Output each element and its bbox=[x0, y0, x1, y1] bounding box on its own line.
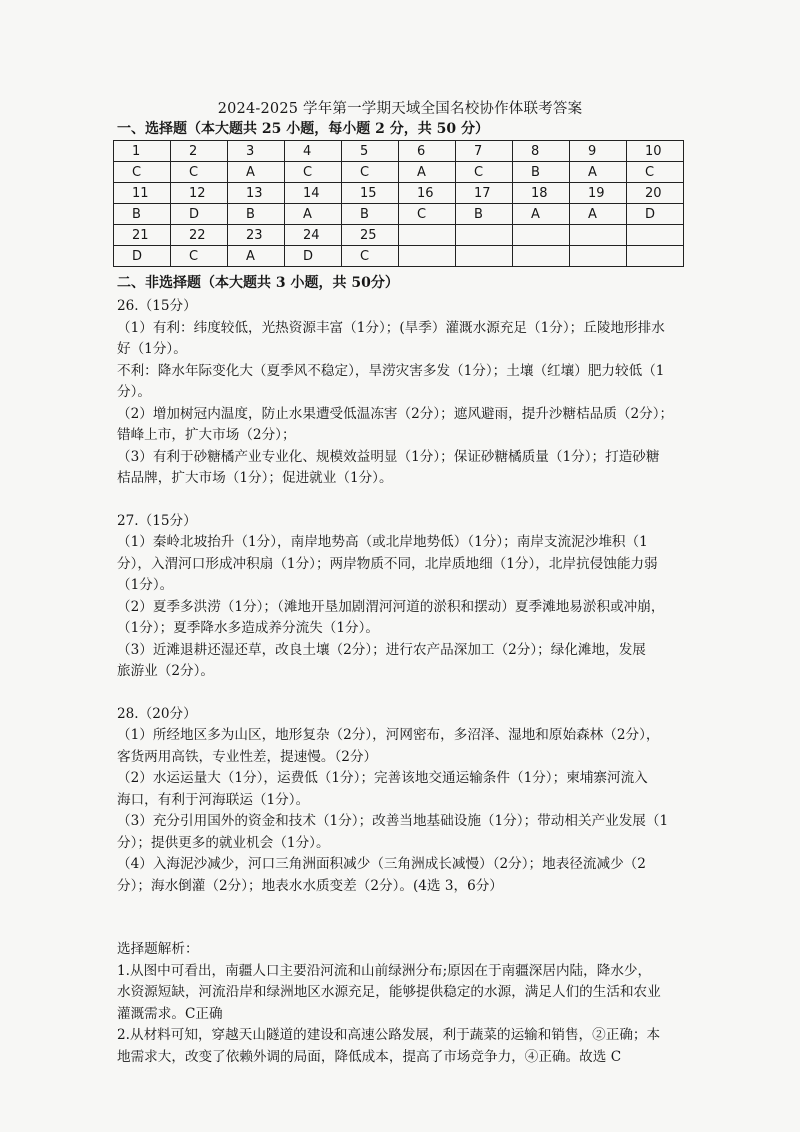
answer-table bbox=[113, 140, 684, 267]
answer-cell bbox=[570, 246, 627, 267]
answer-cell: D bbox=[627, 204, 684, 225]
answer-cell: B bbox=[228, 204, 285, 225]
q26-line: 桔品牌，扩大市场（1分）；促进就业（1分）。 bbox=[117, 470, 393, 486]
answer-cell: C bbox=[171, 162, 228, 183]
answer-cell: D bbox=[171, 204, 228, 225]
answer-row bbox=[114, 162, 684, 183]
q26-line: （3）有利于砂糖橘产业专业化、规模效益明显（1分）；保证砂糖橘质量（1分）；打造砂糖 bbox=[117, 448, 660, 465]
answer-cell: A bbox=[228, 246, 285, 267]
question-number-cell: 14 bbox=[285, 183, 342, 204]
answer-cell: A bbox=[513, 204, 570, 225]
question-number-cell: 7 bbox=[456, 141, 513, 162]
answer-row bbox=[114, 204, 684, 225]
q28-line: 客货两用高铁，专业性差，提速慢。（2分） bbox=[117, 748, 378, 765]
question-number-row bbox=[114, 141, 684, 162]
question-number-cell: 11 bbox=[114, 183, 171, 204]
q26-line: （1）有利：纬度较低，光热资源丰富（1分）；(旱季）灌溉水源充足（1分）；丘陵地形排水 bbox=[117, 319, 665, 336]
question-number-row bbox=[114, 183, 684, 204]
q26-line: 错峰上市，扩大市场（2分）； bbox=[117, 427, 296, 443]
answer-cell: A bbox=[570, 162, 627, 183]
q28-line: （2）水运运量大（1分），运费低（1分）；完善该地交通运输条件（1分）；柬埔寨河流入 bbox=[117, 770, 648, 786]
question-number-cell: 5 bbox=[342, 141, 399, 162]
q27-line: 旅游业（2分）。 bbox=[117, 663, 215, 679]
question-number-cell: 2 bbox=[171, 141, 228, 162]
q28-heading: 28.（20分） bbox=[117, 705, 197, 722]
q28-line: （4）入海泥沙减少，河口三角洲面积减少（三角洲成长减慢）（2分）；地表径流减少（2 bbox=[117, 856, 646, 872]
analysis-line: 1.从图中可看出，南疆人口主要沿河流和山前绿洲分布;原因在于南疆深居内陆，降水少， bbox=[117, 962, 652, 979]
question-number-cell: 25 bbox=[342, 225, 399, 246]
q28-line: 分）；提供更多的就业机会（1分）。 bbox=[117, 834, 330, 851]
answer-cell bbox=[456, 246, 513, 267]
q27-line: （3）近滩退耕还湿还草，改良土壤（2分）；进行农产品深加工（2分）；绿化滩地，发展 bbox=[117, 641, 646, 658]
question-number-row bbox=[114, 225, 684, 246]
answer-cell: C bbox=[342, 246, 399, 267]
answer-cell: B bbox=[456, 204, 513, 225]
q27-line: （1分）；夏季降水多造成养分流失（1分）。 bbox=[117, 620, 379, 636]
document-title: 2024-2025 学年第一学期天域全国名校协作体联考答案 bbox=[217, 101, 583, 117]
question-number-cell: 13 bbox=[228, 183, 285, 204]
answer-cell: C bbox=[171, 246, 228, 267]
section-1-heading: 一、选择题（本大题共 25 小题，每小题 2 分，共 50 分） bbox=[117, 121, 489, 137]
answer-cell bbox=[399, 246, 456, 267]
analysis-line: 2.从材料可知，穿越天山隧道的建设和高速公路发展，利于蔬菜的运输和销售，②正确；本 bbox=[117, 1027, 661, 1043]
analysis-line: 地需求大，改变了依赖外调的局面，降低成本，提高了市场竞争力，④正确。故选 C bbox=[117, 1048, 622, 1065]
answer-cell: A bbox=[399, 162, 456, 183]
question-number-cell: 17 bbox=[456, 183, 513, 204]
analysis-line: 灌溉需求。C正确 bbox=[117, 1005, 223, 1022]
question-number-cell bbox=[513, 225, 570, 246]
answer-cell: B bbox=[342, 204, 399, 225]
answer-cell: C bbox=[114, 162, 171, 183]
q28-line: （3）充分引用国外的资金和技术（1分）；改善当地基础设施（1分）；带动相关产业发展（1 bbox=[117, 813, 669, 829]
q26-line: （2）增加树冠内温度，防止水果遭受低温冻害（2分）；遮风避雨，提升沙糖桔品质（2分）； bbox=[117, 405, 674, 422]
q28-line: 分）；海水倒灌（2分）；地表水水质变差（2分）。(4选 3，6分） bbox=[117, 877, 503, 894]
answer-cell: C bbox=[627, 162, 684, 183]
analysis-heading: 选择题解析： bbox=[117, 941, 199, 957]
answers-body bbox=[117, 296, 695, 1068]
q26-line: 好（1分）。 bbox=[117, 341, 187, 357]
section-2-heading: 二、非选择题（本大题共 3 小题，共 50分） bbox=[117, 275, 399, 291]
question-number-cell: 16 bbox=[399, 183, 456, 204]
question-number-cell: 21 bbox=[114, 225, 171, 246]
answer-cell: A bbox=[570, 204, 627, 225]
analysis-line: 水资源短缺，河流沿岸和绿洲地区水源充足，能够提供稳定的水源，满足人们的生活和农业 bbox=[117, 984, 661, 1000]
question-number-cell: 4 bbox=[285, 141, 342, 162]
answer-row bbox=[114, 246, 684, 267]
answer-cell: B bbox=[114, 204, 171, 225]
question-number-cell: 20 bbox=[627, 183, 684, 204]
answer-cell bbox=[627, 246, 684, 267]
q26-heading: 26.（15分） bbox=[117, 298, 197, 314]
answer-cell bbox=[513, 246, 570, 267]
q26-line: 不利：降水年际变化大（夏季风不稳定），旱涝灾害多发（1分）；土壤（红壤）肥力较低（1 bbox=[117, 362, 665, 379]
q27-line: （1分）。 bbox=[117, 577, 174, 593]
answer-cell: B bbox=[513, 162, 570, 183]
question-number-cell bbox=[399, 225, 456, 246]
q27-heading: 27.（15分） bbox=[117, 512, 197, 529]
q27-line: 分），入渭河口形成冲积扇（1分）；两岸物质不同，北岸质地细（1分），北岸抗侵蚀能力弱 bbox=[117, 555, 658, 572]
answer-cell: D bbox=[285, 246, 342, 267]
q28-line: （1）所经地区多为山区，地形复杂（2分），河网密布，多沼泽、湿地和原始森林（2分）， bbox=[117, 727, 660, 743]
question-number-cell: 1 bbox=[114, 141, 171, 162]
question-number-cell: 19 bbox=[570, 183, 627, 204]
answer-cell: A bbox=[285, 204, 342, 225]
question-number-cell: 12 bbox=[171, 183, 228, 204]
q27-line: （2）夏季多洪涝（1分）；（滩地开垦加剧渭河河道的淤积和摆动）夏季滩地易淤积或冲崩， bbox=[117, 598, 665, 615]
question-number-cell bbox=[456, 225, 513, 246]
answer-cell: C bbox=[285, 162, 342, 183]
question-number-cell: 6 bbox=[399, 141, 456, 162]
question-number-cell bbox=[627, 225, 684, 246]
q26-line: 分）。 bbox=[117, 384, 151, 400]
question-number-cell bbox=[570, 225, 627, 246]
answer-cell: C bbox=[342, 162, 399, 183]
answer-cell: D bbox=[114, 246, 171, 267]
question-number-cell: 18 bbox=[513, 183, 570, 204]
question-number-cell: 22 bbox=[171, 225, 228, 246]
question-number-cell: 9 bbox=[570, 141, 627, 162]
q27-line: （1）秦岭北坡抬升（1分），南岸地势高（或北岸地势低）（1分）；南岸支流泥沙堆积（1 bbox=[117, 534, 648, 550]
question-number-cell: 15 bbox=[342, 183, 399, 204]
question-number-cell: 8 bbox=[513, 141, 570, 162]
question-number-cell: 10 bbox=[627, 141, 684, 162]
question-number-cell: 24 bbox=[285, 225, 342, 246]
answer-cell: A bbox=[228, 162, 285, 183]
answer-cell: C bbox=[456, 162, 513, 183]
question-number-cell: 3 bbox=[228, 141, 285, 162]
q28-line: 海口，有利于河海联运（1分）。 bbox=[117, 791, 310, 808]
question-number-cell: 23 bbox=[228, 225, 285, 246]
answer-cell: C bbox=[399, 204, 456, 225]
